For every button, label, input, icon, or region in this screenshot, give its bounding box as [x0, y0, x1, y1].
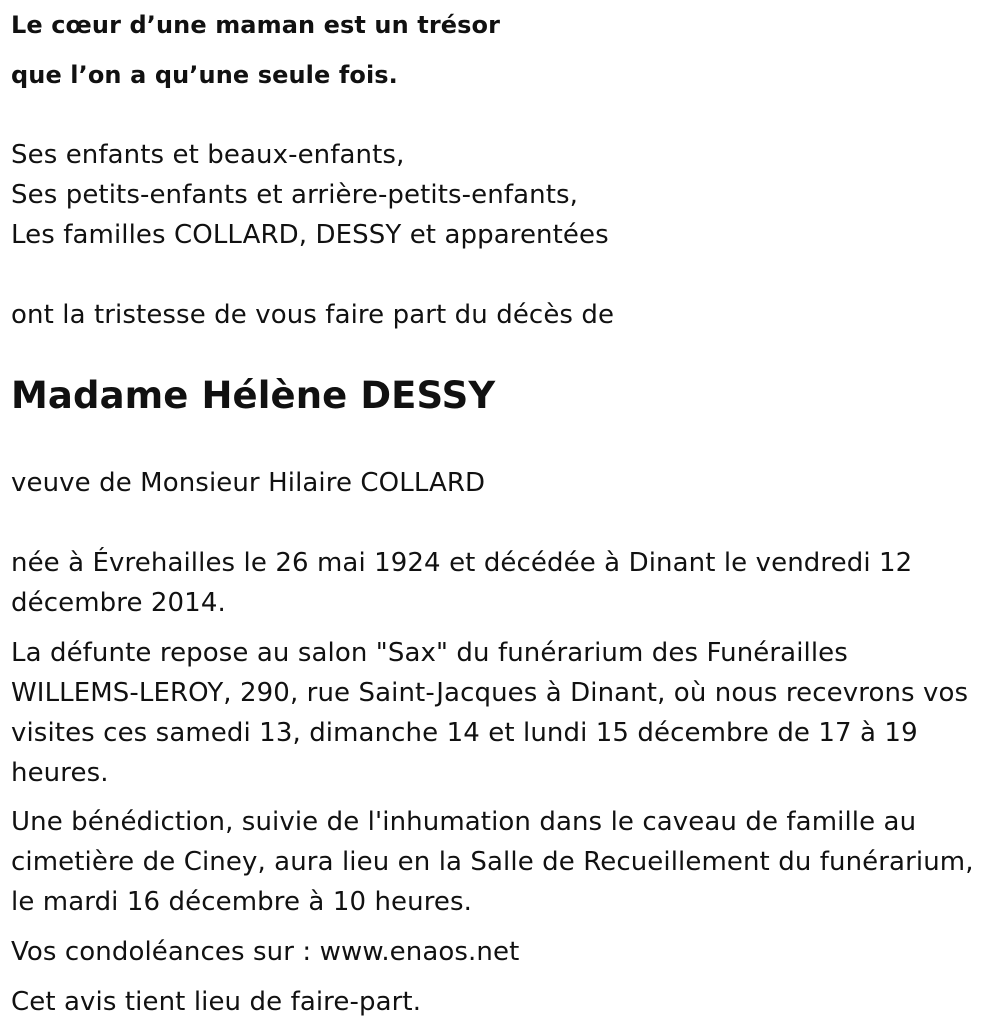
- birth-death-line-2: décembre 2014.: [11, 588, 226, 618]
- visitation-line-3: visites ces samedi 13, dimanche 14 et lundi 15 décembre de 17 à 19: [11, 718, 918, 748]
- family-line-3: Les familles COLLARD, DESSY et apparentées: [11, 220, 609, 250]
- closing-text: Cet avis tient lieu de faire-part.: [11, 987, 422, 1017]
- verse-line-2: que l’on a qu’une seule fois.: [11, 61, 398, 89]
- verse-line-1: Le cœur d’une maman est un trésor: [11, 11, 501, 39]
- visitation-line-4: heures.: [11, 758, 109, 788]
- visitation-line-1: La défunte repose au salon "Sax" du funérarium des Funérailles: [11, 638, 848, 668]
- family-line-1: Ses enfants et beaux-enfants,: [11, 140, 405, 170]
- condolences-text: Vos condoléances sur : www.enaos.net: [11, 937, 520, 967]
- widow-of-text: veuve de Monsieur Hilaire COLLARD: [11, 468, 486, 498]
- ceremony-line-2: cimetière de Ciney, aura lieu en la Salle de Recueillement du funérarium,: [11, 847, 974, 877]
- family-line-2: Ses petits-enfants et arrière-petits-enfants,: [11, 180, 579, 210]
- deceased-name: Madame Hélène DESSY: [11, 374, 496, 417]
- birth-death-line-1: née à Évrehailles le 26 mai 1924 et décédée à Dinant le vendredi 12: [11, 548, 913, 578]
- ceremony-line-1: Une bénédiction, suivie de l'inhumation dans le caveau de famille au: [11, 807, 917, 837]
- visitation-line-2: WILLEMS-LEROY, 290, rue Saint-Jacques à Dinant, où nous recevrons vos: [11, 678, 969, 708]
- announcement-text: ont la tristesse de vous faire part du décès de: [11, 300, 615, 330]
- ceremony-line-3: le mardi 16 décembre à 10 heures.: [11, 887, 473, 917]
